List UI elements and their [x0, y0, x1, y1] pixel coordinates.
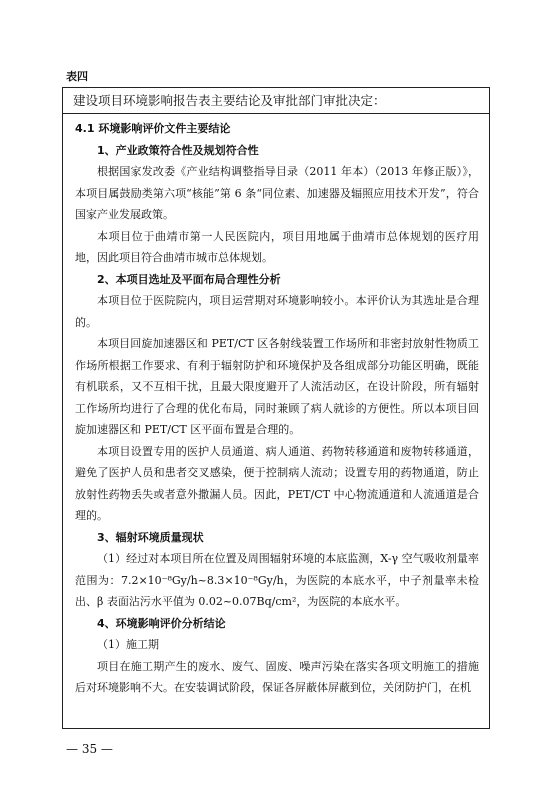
table-label: 表四 — [66, 70, 88, 83]
subsection-heading-1: 1、产业政策符合性及规划符合性 — [97, 143, 259, 157]
table-title: 建设项目环境影响报告表主要结论及审批部门审批决定： — [63, 88, 489, 114]
paragraph: 本项目设置专用的医护人员通道、病人通道、药物转移通道和废物转移通道，避免了医护人员和患者交叉感染，便于控制病人流动；设置专用的药物通道，防止放射性药物丢失或者意外撒漏人员。因此，PET/CT 中心物流通道和人流通道是合理的。 — [75, 444, 479, 522]
subsection-heading-4: 4、环境影响评价分析结论 — [97, 616, 226, 630]
paragraph: 项目在施工期产生的废水、废气、固废、噪声污染在落实各项文明施工的措施后对环境影响不大。在安装调试阶段，保证各屏蔽体屏蔽到位，关闭防护门，在机 — [75, 659, 479, 694]
subsection-heading-2: 2、本项目选址及平面布局合理性分析 — [97, 272, 281, 286]
paragraph: 本项目位于曲靖市第一人民医院内，项目用地属于曲靖市总体规划的医疗用地，因此项目符合曲靖市城市总体规划。 — [75, 229, 479, 264]
paragraph: 本项目位于医院院内，项目运营期对环境影响较小。本评价认为其选址是合理的。 — [75, 294, 479, 329]
conclusion-table — [62, 87, 490, 729]
section-heading-4-1: 4.1 环境影响评价文件主要结论 — [75, 122, 231, 135]
paragraph: 根据国家发改委《产业结构调整指导目录（2011 年本）（2013 年修正版）》，本项目属鼓励类第六项“核能”第 6 条“同位素、加速器及辐照应用技术开发”，符合国家产业发展政策。 — [75, 165, 479, 221]
paragraph: 本项目回旋加速器区和 PET/CT 区各射线装置工作场所和非密封放射性物质工作场所根据工作要求、有利于辐射防护和环境保护及各组成部分功能区明确，既能有机联系，又不互相干扰，且最大限度避开了人流活动区，在设计阶段，所有辐射工作场所均进行了合理的优化布局，同时兼顾了病人就诊的方便性。所以本项目回旋加速器区和 PET/CT 区平面布置是合理的。 — [75, 337, 479, 436]
subsection-heading-3: 3、辐射环境质量现状 — [97, 530, 204, 544]
sub-item-label: （1）施工期 — [97, 638, 159, 651]
paragraph: （1）经过对本项目所在位置及周围辐射环境的本底监测，X-γ 空气吸收剂量率范围为：7.2×10⁻⁸Gy/h~8.3×10⁻⁸Gy/h，为医院的本底水平，中子剂量率未检出、β 表面沾污水平值为 0.02~0.07Bq/cm²，为医院的本底水平。 — [75, 552, 479, 608]
page-number: — 35 — — [66, 742, 113, 756]
conclusion-body — [63, 114, 489, 699]
